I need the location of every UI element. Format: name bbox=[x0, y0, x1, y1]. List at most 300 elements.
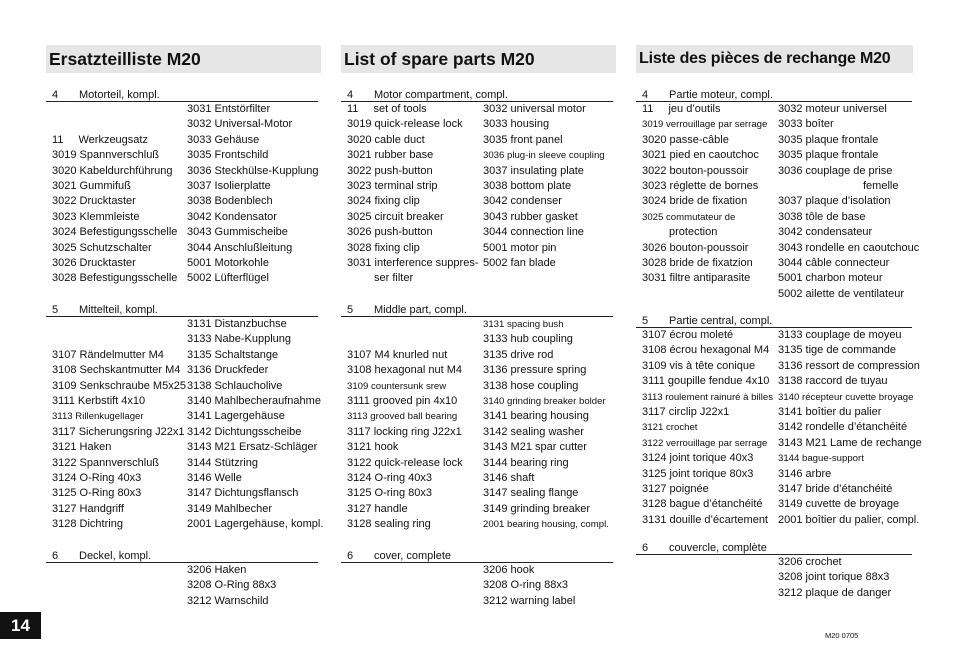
part-entry-left bbox=[347, 133, 425, 148]
part-entry-right bbox=[483, 502, 590, 517]
section-label: Partie central, compl. bbox=[669, 315, 773, 327]
part-number: 5002 bbox=[483, 257, 508, 269]
part-number: 3117 bbox=[52, 425, 76, 438]
part-name: verrouillage par serrage bbox=[663, 437, 768, 449]
part-entry-right bbox=[483, 256, 556, 271]
part-entry-right bbox=[778, 133, 878, 148]
part-name: fixing clip bbox=[371, 241, 420, 254]
part-entry-left bbox=[347, 363, 462, 378]
part-number: 3032 bbox=[483, 103, 508, 115]
section-rule bbox=[46, 101, 318, 102]
part-number: 3127 bbox=[347, 502, 372, 515]
part-entry-right bbox=[483, 486, 578, 501]
part-name: tôle de base bbox=[802, 210, 866, 223]
part-name: moteur universel bbox=[802, 103, 887, 115]
section-label: Partie moteur, compl. bbox=[669, 89, 773, 101]
part-name: ressort de compression bbox=[802, 359, 920, 372]
part-number: 3136 bbox=[187, 364, 212, 377]
part-number: 3135 bbox=[778, 344, 803, 357]
part-number: 3108 bbox=[52, 364, 77, 377]
part-entry-left bbox=[642, 102, 720, 117]
part-name: Spannverschluß bbox=[76, 149, 160, 162]
part-number: 3144 bbox=[483, 456, 508, 469]
part-number: 3028 bbox=[347, 241, 372, 254]
part-number: 3135 bbox=[483, 348, 508, 361]
part-name: tige de commande bbox=[802, 344, 897, 357]
part-number: 3032 bbox=[187, 118, 212, 131]
part-name: sealing washer bbox=[507, 425, 584, 438]
part-number: 3208 bbox=[778, 571, 803, 584]
part-name: Stützring bbox=[211, 456, 258, 469]
part-name: insulating plate bbox=[507, 164, 584, 177]
part-name: Sechskantmutter M4 bbox=[76, 364, 181, 377]
part-number: 3131 bbox=[483, 319, 505, 330]
section-rule bbox=[341, 562, 613, 563]
part-entry-left bbox=[347, 379, 446, 394]
part-name: joint torique 88x3 bbox=[802, 571, 890, 584]
part-name: fixing clip bbox=[371, 195, 420, 208]
part-name: condensateur bbox=[802, 226, 873, 239]
part-number: 3147 bbox=[483, 487, 508, 500]
part-number: 3021 bbox=[642, 149, 667, 162]
part-entry-right bbox=[187, 517, 323, 532]
section-label: Motor compartment, compl. bbox=[374, 89, 508, 101]
part-name: Haken bbox=[211, 564, 247, 576]
part-number: 3020 bbox=[52, 164, 77, 177]
part-name: plaque frontale bbox=[802, 133, 879, 146]
part-name: push-button bbox=[371, 164, 433, 177]
part-number: 3212 bbox=[187, 594, 212, 607]
part-number: 3125 bbox=[347, 487, 372, 500]
part-number: 3141 bbox=[778, 406, 803, 418]
part-name: quick-release lock bbox=[371, 118, 463, 131]
part-name: Distanzbuchse bbox=[211, 318, 287, 330]
part-entry-left bbox=[642, 359, 755, 374]
part-number: 3142 bbox=[778, 421, 803, 434]
part-entry-right bbox=[187, 271, 269, 286]
part-entry-right bbox=[778, 271, 883, 286]
part-name: Dichtungsscheibe bbox=[211, 425, 302, 438]
part-entry-right bbox=[778, 586, 891, 601]
part-entry-left bbox=[347, 440, 398, 455]
part-number: 3021 bbox=[52, 180, 77, 192]
part-name: Drucktaster bbox=[76, 195, 136, 208]
part-name: Anschlußleitung bbox=[211, 241, 293, 254]
part-name: bearing ring bbox=[507, 456, 569, 469]
part-entry-right bbox=[778, 451, 864, 466]
part-entry-right bbox=[483, 471, 534, 486]
part-entry-left bbox=[642, 436, 767, 451]
part-entry-right bbox=[483, 440, 587, 455]
part-entry-right bbox=[778, 390, 913, 405]
part-entry-right bbox=[187, 332, 291, 347]
part-number: 3143 bbox=[483, 441, 508, 454]
part-name: housing bbox=[507, 118, 550, 131]
part-entry-right bbox=[187, 394, 321, 409]
part-entry-left bbox=[347, 210, 444, 225]
part-number: 3124 bbox=[52, 472, 77, 484]
section-rule bbox=[46, 562, 318, 563]
part-name: Frontschild bbox=[211, 149, 269, 162]
part-name: bride de fixation bbox=[666, 195, 748, 208]
part-entry-right bbox=[483, 594, 575, 609]
part-number: 3028 bbox=[642, 257, 667, 269]
section-rule bbox=[636, 554, 912, 555]
part-entry-left bbox=[347, 117, 463, 132]
part-number: 3133 bbox=[778, 329, 803, 341]
part-entry-right bbox=[187, 440, 317, 455]
part-entry-right bbox=[483, 348, 553, 363]
part-name: Senkschraube M5x25 bbox=[76, 379, 186, 392]
section-number: 6 bbox=[347, 550, 354, 562]
part-name: poignée bbox=[666, 483, 709, 495]
part-entry-left bbox=[347, 148, 433, 163]
part-entry-right bbox=[483, 102, 586, 117]
column-title: Ersatzteilliste M20 bbox=[46, 45, 321, 73]
part-name: Drucktaster bbox=[76, 257, 136, 269]
part-name: bague d’étanchéité bbox=[666, 498, 763, 511]
part-entry-left bbox=[642, 179, 758, 194]
part-entry-right bbox=[483, 241, 556, 256]
part-number: 3146 bbox=[187, 472, 212, 484]
part-number: 3024 bbox=[52, 226, 77, 239]
part-name: warning label bbox=[507, 594, 576, 607]
part-number: 3111 bbox=[52, 395, 75, 407]
part-entry-right bbox=[778, 420, 907, 435]
part-number: 3140 bbox=[483, 396, 505, 407]
part-name: bearing housing bbox=[507, 410, 589, 423]
part-entry-right bbox=[778, 194, 891, 209]
part-entry-right bbox=[778, 148, 878, 163]
part-name: pied en caoutchoc bbox=[666, 149, 759, 162]
part-number: 3042 bbox=[778, 226, 803, 239]
part-name: O-ring 80x3 bbox=[371, 487, 433, 500]
part-name: Mahlbecheraufnahme bbox=[211, 395, 321, 407]
part-number: 3147 bbox=[187, 487, 212, 500]
part-name: Sicherungsring J22x1 bbox=[75, 425, 185, 438]
part-entry-left bbox=[52, 194, 136, 209]
part-entry-right bbox=[778, 328, 902, 343]
part-name: Gehäuse bbox=[211, 133, 260, 146]
part-number: 3107 bbox=[347, 348, 372, 361]
part-name: Bodenblech bbox=[211, 195, 273, 208]
part-entry-right bbox=[483, 148, 605, 163]
part-number: 3143 bbox=[187, 441, 212, 454]
part-entry-right bbox=[483, 317, 564, 332]
part-number: 3107 bbox=[642, 329, 667, 341]
part-name: commutateur de bbox=[663, 211, 736, 223]
part-name: rondelle d’étanchéité bbox=[802, 421, 908, 434]
part-number: 3136 bbox=[483, 364, 508, 377]
part-entry-right bbox=[483, 194, 562, 209]
section-label: Mittelteil, kompl. bbox=[79, 304, 158, 316]
part-entry-right bbox=[778, 343, 896, 358]
part-number: 3143 bbox=[778, 436, 803, 449]
part-number: 3033 bbox=[187, 133, 212, 146]
part-name: raccord de tuyau bbox=[802, 375, 888, 388]
part-number: 3022 bbox=[52, 195, 77, 208]
part-name: pressure spring bbox=[507, 364, 587, 377]
part-name: Gummischeibe bbox=[211, 226, 288, 239]
part-name: push-button bbox=[371, 226, 433, 239]
section-number: 4 bbox=[347, 89, 354, 101]
part-number: 3208 bbox=[187, 579, 212, 592]
part-entry-right bbox=[483, 409, 589, 424]
part-entry-right bbox=[483, 394, 606, 409]
part-entry-right bbox=[187, 117, 292, 132]
part-number: 3038 bbox=[187, 195, 212, 208]
part-name: Kabeldurchführung bbox=[76, 164, 173, 177]
part-entry-right bbox=[778, 570, 889, 585]
part-entry-left bbox=[642, 133, 729, 148]
part-name: boîter bbox=[802, 118, 834, 131]
part-number: 3019 bbox=[642, 119, 664, 131]
part-number: 3136 bbox=[778, 359, 803, 372]
part-name: joint torique 80x3 bbox=[666, 467, 754, 480]
part-number: 3149 bbox=[187, 502, 212, 515]
section-label: cover, complete bbox=[374, 550, 452, 562]
part-entry-right bbox=[187, 133, 259, 148]
part-number: 3025 bbox=[52, 241, 77, 254]
part-number: 3122 bbox=[642, 437, 664, 449]
part-entry-right bbox=[483, 425, 584, 440]
section-label: Deckel, kompl. bbox=[79, 550, 152, 562]
section-number: 4 bbox=[642, 89, 649, 101]
part-entry-left bbox=[347, 425, 462, 440]
part-number: 3107 bbox=[52, 348, 77, 361]
part-entry-left bbox=[347, 194, 420, 209]
part-name: couplage de moyeu bbox=[802, 329, 902, 341]
part-number: 11 bbox=[52, 133, 64, 146]
part-number: 3121 bbox=[52, 441, 77, 454]
part-name: Dichtring bbox=[76, 518, 123, 531]
part-name: universal motor bbox=[507, 103, 586, 115]
part-entry-left bbox=[642, 451, 753, 466]
part-number: 3035 bbox=[187, 149, 212, 162]
part-number: 2001 bbox=[187, 518, 212, 531]
part-number: 3125 bbox=[52, 487, 77, 500]
part-entry-right bbox=[187, 502, 272, 517]
part-number: 5002 bbox=[778, 287, 803, 300]
part-name: roulement rainuré à billes bbox=[662, 391, 774, 403]
part-name: plaque d’isolation bbox=[802, 195, 891, 208]
part-number: 3033 bbox=[483, 118, 508, 131]
part-entry-left bbox=[642, 256, 753, 271]
part-name: motor pin bbox=[507, 241, 557, 254]
part-name: Welle bbox=[211, 472, 242, 484]
part-entry-left bbox=[347, 241, 420, 256]
part-entry-right bbox=[778, 405, 881, 420]
part-number: 3031 bbox=[347, 257, 372, 269]
part-name: hose coupling bbox=[507, 379, 579, 392]
part-name: O-Ring 88x3 bbox=[211, 579, 277, 592]
part-entry-right bbox=[187, 409, 285, 424]
part-entry-right bbox=[483, 133, 563, 148]
part-number: 3026 bbox=[52, 257, 77, 269]
part-name: spacing bush bbox=[504, 319, 564, 330]
part-number: 3043 bbox=[483, 210, 508, 223]
part-number: 3113 bbox=[347, 411, 368, 423]
part-entry-right bbox=[483, 578, 568, 593]
part-number: 3019 bbox=[347, 118, 372, 131]
part-entry-left bbox=[642, 343, 769, 358]
column-title: List of spare parts M20 bbox=[341, 45, 616, 73]
part-name: Befestigungsschelle bbox=[76, 226, 178, 239]
part-number: 3113 bbox=[52, 411, 73, 423]
part-name: grinding breaker bbox=[507, 502, 591, 515]
part-entry-left bbox=[347, 102, 427, 117]
page-number: 14 bbox=[0, 612, 41, 639]
part-number: 3140 bbox=[187, 395, 212, 407]
part-number: 3144 bbox=[778, 453, 800, 465]
part-entry-left bbox=[52, 425, 185, 440]
part-number: 3121 bbox=[347, 441, 372, 454]
part-name: Lagergehäuse bbox=[211, 410, 285, 423]
part-number: 3025 bbox=[642, 211, 664, 223]
part-entry-left bbox=[52, 225, 177, 240]
part-name: Steckhülse-Kupplung bbox=[211, 164, 319, 177]
part-entry-left bbox=[642, 148, 759, 163]
part-number: 3206 bbox=[778, 556, 803, 568]
part-number: 11 bbox=[347, 103, 359, 115]
part-number: 3140 bbox=[778, 391, 800, 403]
part-name: hook bbox=[507, 564, 535, 576]
part-number: 3146 bbox=[483, 472, 508, 484]
part-number: 3044 bbox=[778, 257, 803, 269]
part-number: 3133 bbox=[483, 333, 508, 346]
part-number: 3138 bbox=[778, 375, 803, 388]
part-number: 3117 bbox=[347, 425, 371, 438]
part-entry-right bbox=[483, 179, 571, 194]
part-number: 3141 bbox=[187, 410, 212, 423]
part-entry-right bbox=[483, 210, 578, 225]
part-number: 3142 bbox=[483, 425, 508, 438]
part-number: 3127 bbox=[642, 483, 667, 495]
part-entry-left bbox=[642, 164, 748, 179]
part-name: O-ring 88x3 bbox=[507, 579, 569, 592]
part-name: sealing flange bbox=[507, 487, 579, 500]
part-entry-left bbox=[347, 409, 457, 424]
part-number: 3026 bbox=[642, 241, 667, 254]
part-number: 3108 bbox=[347, 364, 372, 377]
part-number: 3020 bbox=[347, 133, 372, 146]
part-name: goupille fendue 4x10 bbox=[664, 375, 770, 388]
part-entry-right bbox=[778, 513, 919, 528]
part-number: 3138 bbox=[187, 379, 212, 392]
part-entry-left bbox=[642, 405, 729, 420]
part-entry-right bbox=[187, 102, 270, 117]
part-name: rubber base bbox=[371, 149, 434, 162]
part-name: récepteur cuvette broyage bbox=[799, 391, 914, 403]
part-name: handle bbox=[371, 502, 408, 515]
part-name: locking ring J22x1 bbox=[370, 425, 462, 438]
part-name: Schutzschalter bbox=[76, 241, 152, 254]
part-number: 3127 bbox=[52, 502, 77, 515]
part-name: Befestigungsschelle bbox=[76, 272, 178, 285]
part-entry-right bbox=[187, 486, 298, 501]
part-number: 3135 bbox=[187, 348, 212, 361]
part-name: écrou hexagonal M4 bbox=[666, 344, 770, 357]
part-entry-right bbox=[187, 256, 269, 271]
part-entry-right bbox=[483, 117, 549, 132]
part-name: arbre bbox=[802, 467, 832, 480]
part-name: douille d’écartement bbox=[666, 513, 768, 526]
part-name: Schlaucholive bbox=[211, 379, 283, 392]
part-name: bearing housing, compl. bbox=[504, 519, 609, 531]
part-number: 3038 bbox=[483, 180, 508, 192]
part-entry-left bbox=[642, 194, 747, 209]
part-entry-left bbox=[52, 348, 164, 363]
part-entry-left bbox=[347, 256, 478, 271]
part-entry-right bbox=[778, 164, 892, 179]
part-number: 3022 bbox=[347, 164, 372, 177]
section-number: 6 bbox=[642, 542, 649, 554]
part-number: 5002 bbox=[187, 272, 212, 285]
part-entry-right bbox=[778, 497, 899, 512]
part-number: 3142 bbox=[187, 425, 212, 438]
part-entry-left bbox=[52, 210, 139, 225]
part-name: Motorkohle bbox=[211, 257, 269, 269]
part-name: écrou moleté bbox=[666, 329, 734, 341]
part-number: 3019 bbox=[52, 149, 77, 162]
part-entry-right bbox=[187, 348, 278, 363]
part-number: 5001 bbox=[778, 272, 803, 285]
part-name: Schaltstange bbox=[211, 348, 279, 361]
part-entry-left bbox=[347, 456, 463, 471]
part-number: 3044 bbox=[483, 226, 508, 239]
part-number: 3022 bbox=[642, 164, 667, 177]
part-number: 3124 bbox=[347, 472, 372, 484]
part-number: 3044 bbox=[187, 241, 212, 254]
part-entry-right bbox=[187, 563, 246, 578]
part-number: 3131 bbox=[642, 513, 667, 526]
part-number: 3033 bbox=[778, 118, 803, 131]
part-name: filtre antiparasite bbox=[666, 272, 751, 285]
part-name: fan blade bbox=[507, 257, 556, 269]
part-entry-right bbox=[778, 225, 872, 240]
part-name: bague-support bbox=[799, 453, 864, 465]
part-number: 3109 bbox=[52, 379, 77, 392]
part-name: plug-in sleeve coupling bbox=[504, 150, 605, 162]
part-entry-left bbox=[642, 467, 753, 482]
part-number: 3146 bbox=[778, 467, 803, 480]
part-name: Druckfeder bbox=[211, 364, 269, 377]
part-entry-right bbox=[187, 379, 282, 394]
part-name: hexagonal nut M4 bbox=[371, 364, 462, 377]
part-number: 3042 bbox=[187, 210, 212, 223]
part-entry-left bbox=[347, 486, 432, 501]
part-name: bride d’étanchéité bbox=[802, 483, 893, 495]
part-name: Warnschild bbox=[211, 594, 269, 607]
part-number: 3206 bbox=[187, 564, 212, 576]
part-number: 3032 bbox=[778, 103, 803, 115]
part-number: 3122 bbox=[347, 456, 372, 469]
part-entry-right bbox=[483, 225, 584, 240]
column-title: Liste des pièces de rechange M20 bbox=[636, 45, 913, 73]
part-number: 3144 bbox=[187, 456, 212, 469]
part-name: boîtier du palier bbox=[802, 406, 882, 418]
part-entry-right bbox=[483, 563, 534, 578]
part-entry-right: femelle bbox=[863, 180, 899, 192]
part-entry-left bbox=[52, 409, 144, 424]
part-entry-left bbox=[52, 394, 145, 409]
part-entry-right bbox=[187, 210, 277, 225]
part-number: 3037 bbox=[187, 180, 212, 192]
part-name: bouton-poussoir bbox=[666, 241, 749, 254]
part-number: 3133 bbox=[187, 333, 212, 346]
part-entry-left bbox=[52, 256, 136, 271]
part-entry-right bbox=[778, 482, 892, 497]
